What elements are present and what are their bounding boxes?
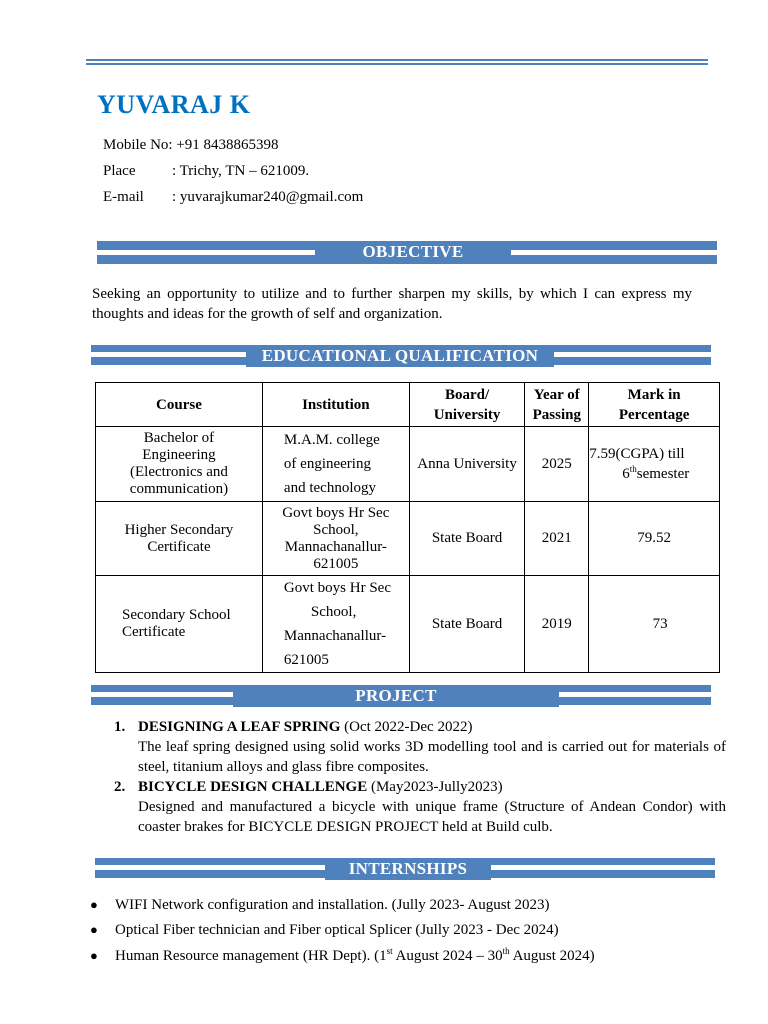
cell-institution: Govt boys Hr Sec School, Mannachanallur-621005 — [262, 502, 409, 576]
project-description: The leaf spring designed using solid works 3D modelling tool and is carried out for materials of steel, titanium alloys and glass fibre composites. — [138, 739, 726, 775]
project-number: 1. — [114, 719, 126, 735]
list-item: ● WIFI Network configuration and installation. (Jully 2023- August 2023) — [90, 897, 550, 913]
project-description: Designed and manufactured a bicycle with unique frame (Structure of Andean Condor) with coaster brakes for BICYCLE DESIGN PROJECT held at Build culb. — [138, 799, 726, 835]
cell-mark: 73 — [589, 576, 720, 673]
candidate-name: YUVARAJ K — [97, 90, 251, 119]
bullet-icon: ● — [90, 948, 98, 963]
cell-year: 2019 — [525, 576, 589, 673]
objective-banner — [97, 241, 717, 263]
top-rule — [86, 59, 708, 65]
contact-email — [103, 188, 363, 206]
project-heading: PROJECT — [233, 685, 559, 707]
table-row — [96, 502, 720, 576]
objective-text: Seeking an opportunity to utilize and to further sharpen my skills, by which I can express my thoughts and ideas for the growth of self and organization. — [92, 286, 692, 322]
cell-board: State Board — [409, 502, 525, 576]
header-course: Course — [96, 383, 263, 427]
bullet-icon: ● — [90, 922, 98, 937]
cell-board: State Board — [409, 576, 525, 673]
project-period: (Oct 2022-Dec 2022) — [340, 719, 473, 735]
place-label: Place — [103, 163, 136, 179]
project-number: 2. — [114, 779, 126, 795]
mobile-value: +91 8438865398 — [176, 137, 279, 153]
contact-place — [103, 162, 309, 180]
bullet-icon: ● — [90, 897, 98, 912]
cell-course: Secondary School Certificate — [96, 576, 263, 673]
table-row — [96, 427, 720, 502]
cell-year: 2021 — [525, 502, 589, 576]
cell-year: 2025 — [525, 427, 589, 502]
place-value: : Trichy, TN – 621009. — [172, 163, 310, 179]
list-item: ● Optical Fiber technician and Fiber optical Splicer (Jully 2023 - Dec 2024) — [90, 922, 559, 938]
internships-banner — [95, 858, 715, 880]
cell-mark: 7.59(CGPA) till 6thsemester — [589, 427, 720, 502]
header-board: Board/ University — [409, 383, 525, 427]
cell-course: Higher Secondary Certificate — [96, 502, 263, 576]
header-year: Year of Passing — [525, 383, 589, 427]
table-row — [96, 576, 720, 673]
project-title: BICYCLE DESIGN CHALLENGE — [138, 779, 368, 795]
education-heading: EDUCATIONAL QUALIFICATION — [246, 345, 554, 367]
project-item — [114, 777, 726, 837]
cell-institution: Govt boys Hr Sec School, Mannachanallur- 621005 — [262, 576, 409, 673]
header-mark: Mark in Percentage — [589, 383, 720, 427]
project-banner — [91, 685, 711, 707]
header-institution: Institution — [262, 383, 409, 427]
email-label: E-mail — [103, 189, 144, 205]
list-item: ● Human Resource management (HR Dept). (1st August 2024 – 30th August 2024) — [90, 946, 595, 964]
education-table — [95, 382, 720, 673]
cell-mark: 79.52 — [589, 502, 720, 576]
education-banner — [91, 345, 711, 367]
internships-heading: INTERNSHIPS — [325, 858, 491, 880]
objective-heading: OBJECTIVE — [315, 241, 511, 263]
mobile-label: Mobile No: — [103, 137, 173, 153]
contact-mobile — [103, 136, 279, 154]
project-item — [114, 717, 726, 777]
table-header-row — [96, 383, 720, 427]
project-period: (May2023-Jully2023) — [367, 779, 503, 795]
project-title: DESIGNING A LEAF SPRING — [138, 719, 341, 735]
cell-board: Anna University — [409, 427, 525, 502]
cell-course: Bachelor of Engineering (Electronics and communication) — [96, 427, 263, 502]
email-value: : yuvarajkumar240@gmail.com — [172, 189, 364, 205]
cell-institution: M.A.M. college of engineering and technology — [262, 427, 409, 502]
